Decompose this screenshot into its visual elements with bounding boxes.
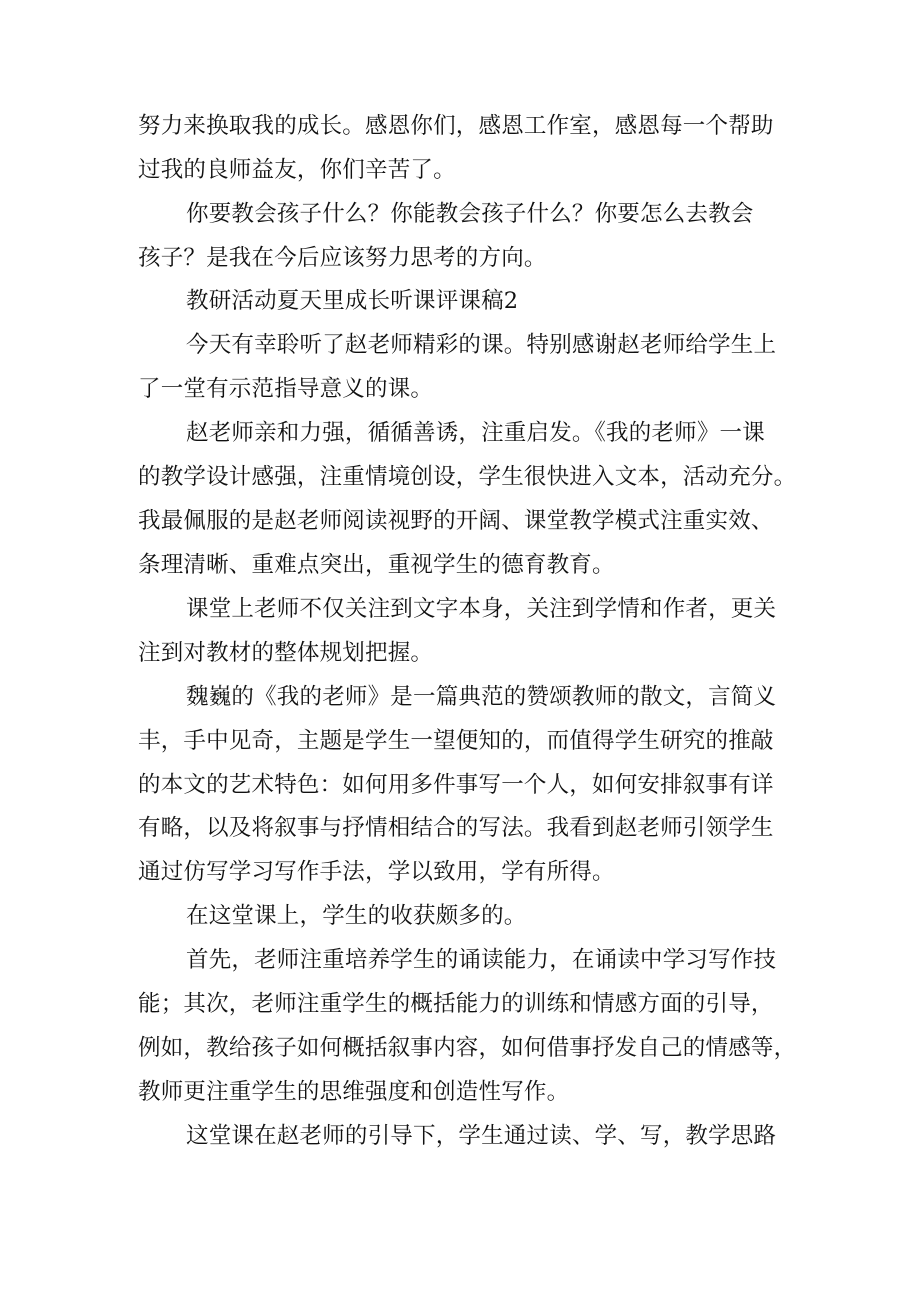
text-line: 我最佩服的是赵老师阅读视野的开阔、课堂教学模式注重实效、 <box>138 508 774 534</box>
text-line: 丰，手中见奇，主题是学生一望便知的，而值得学生研究的推敲 <box>138 728 774 754</box>
text-line: 了一堂有示范指导意义的课。 <box>138 376 434 402</box>
text-line: 赵老师亲和力强，循循善诱，注重启发。《我的老师》一课 <box>186 420 765 446</box>
text-line: 教师更注重学生的思维强度和创造性写作。 <box>138 1079 570 1105</box>
text-line: 魏巍的《我的老师》是一篇典范的赞颂教师的散文，言简义 <box>186 684 777 710</box>
text-line: 能；其次，老师注重学生的概括能力的训练和情感方面的引导， <box>138 991 774 1017</box>
text-line: 首先，老师注重培养学生的诵读能力，在诵读中学习写作技 <box>186 947 777 973</box>
text-line: 今天有幸聆听了赵老师精彩的课。特别感谢赵老师给学生上 <box>186 332 777 358</box>
text-line: 的本文的艺术特色：如何用多件事写一个人，如何安排叙事有详 <box>138 772 774 798</box>
text-line: 的教学设计感强，注重情境创设，学生很快进入文本，活动充分。 <box>138 464 797 490</box>
text-line: 通过仿写学习写作手法，学以致用，学有所得。 <box>138 859 615 885</box>
text-line: 孩子？是我在今后应该努力思考的方向。 <box>138 245 547 271</box>
section-heading: 教研活动夏天里成长听课评课稿2 <box>186 288 519 314</box>
text-line: 课堂上老师不仅关注到文字本身，关注到学情和作者，更关 <box>186 596 777 622</box>
text-line: 条理清晰、重难点突出，重视学生的德育教育。 <box>138 552 615 578</box>
text-line: 努力来换取我的成长。感恩你们，感恩工作室，感恩每一个帮助 <box>138 113 774 139</box>
text-line: 有略，以及将叙事与抒情相结合的写法。我看到赵老师引领学生 <box>138 815 774 841</box>
text-line: 在这堂课上，学生的收获颇多的。 <box>186 903 527 929</box>
text-line: 例如，教给孩子如何概括叙事内容，如何借事抒发自己的情感等， <box>138 1035 797 1061</box>
text-line: 你要教会孩子什么？你能教会孩子什么？你要怎么去教会 <box>186 201 754 227</box>
text-line: 过我的良师益友，你们辛苦了。 <box>138 157 456 183</box>
text-line: 这堂课在赵老师的引导下，学生通过读、学、写，教学思路 <box>186 1123 777 1149</box>
text-line: 注到对教材的整体规划把握。 <box>138 640 434 666</box>
